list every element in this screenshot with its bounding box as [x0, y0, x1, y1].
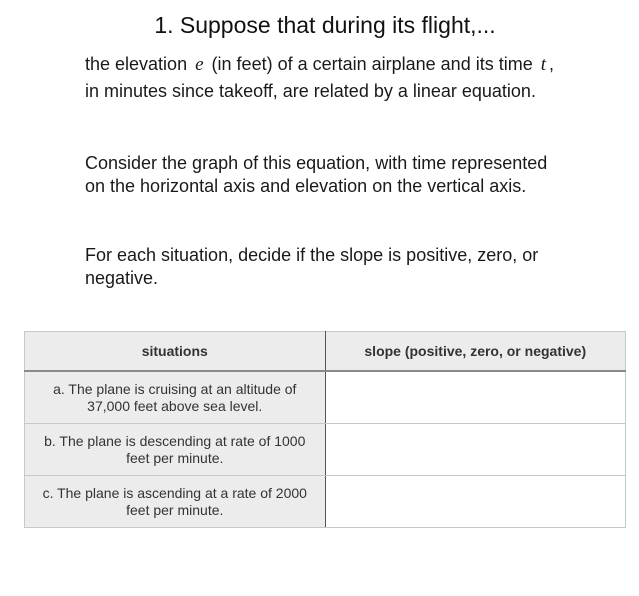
- slope-answer-cell-b[interactable]: [325, 424, 626, 476]
- header-situations: situations: [25, 332, 326, 372]
- table-header-row: [25, 332, 626, 372]
- graph-description-paragraph: Consider the graph of this equation, with time represented on the horizontal axis and elevation on the vertical axis.: [85, 153, 548, 196]
- situation-cell-b: b. The plane is descending at rate of 1000 feet per minute.: [25, 424, 326, 476]
- intro-text-1: the elevation: [85, 54, 188, 74]
- intro-text-3: , in minutes since takeoff, are related by a linear equation.: [85, 54, 555, 101]
- variable-t: t: [540, 54, 547, 75]
- variable-e: e: [195, 54, 204, 75]
- intro-paragraph: [85, 51, 565, 105]
- intro-text-2: (in feet) of a certain airplane and its time: [211, 54, 533, 74]
- situations-table: [24, 331, 626, 528]
- table-row: [25, 476, 626, 528]
- page-title: 1. Suppose that during its flight,...: [154, 12, 496, 38]
- instruction-paragraph: For each situation, decide if the slope is positive, zero, or negative.: [85, 245, 539, 288]
- table-row: [25, 371, 626, 424]
- situation-cell-c: c. The plane is ascending at a rate of 2000 feet per minute.: [25, 476, 326, 528]
- slope-answer-cell-a[interactable]: [325, 371, 626, 424]
- table-row: [25, 424, 626, 476]
- header-slope: slope (positive, zero, or negative): [325, 332, 626, 372]
- situation-cell-a: a. The plane is cruising at an altitude of 37,000 feet above sea level.: [25, 371, 326, 424]
- slope-answer-cell-c[interactable]: [325, 476, 626, 528]
